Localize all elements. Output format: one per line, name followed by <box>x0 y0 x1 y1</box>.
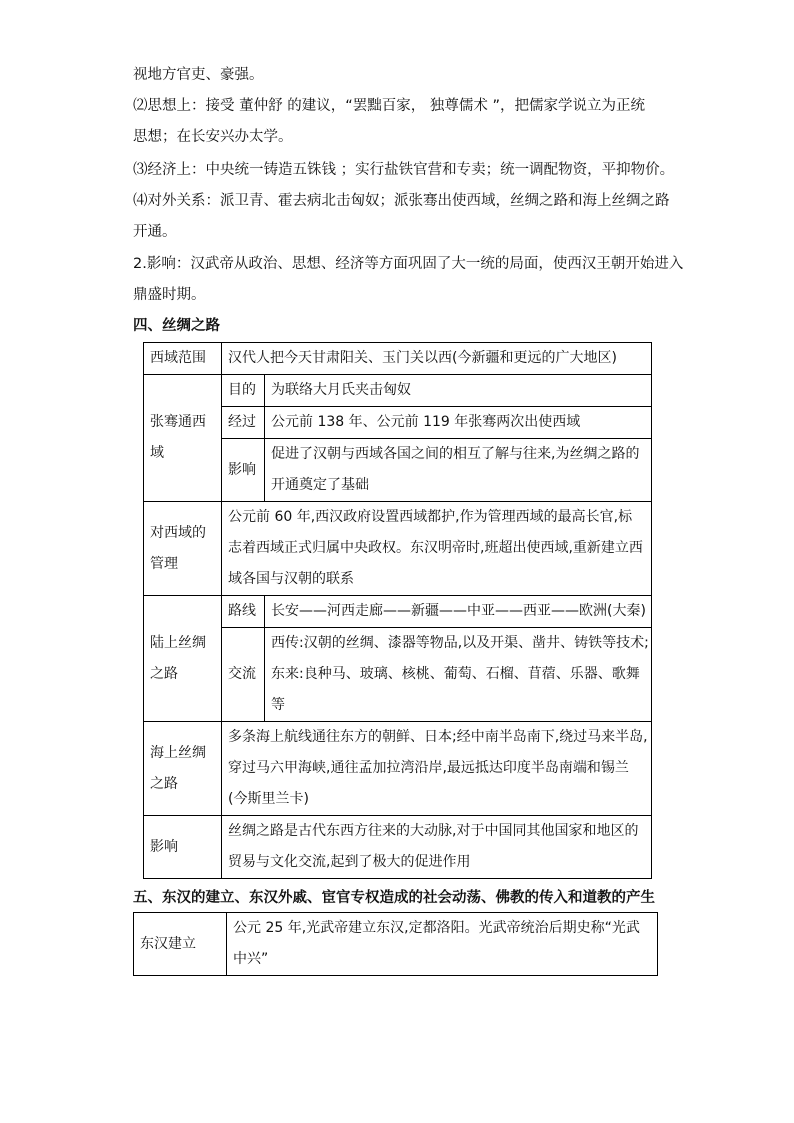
text-line: ⑵思想上：接受 董仲舒 的建议，“罢黜百家， 独尊儒术 ”，把儒家学说立为正统 <box>133 98 645 114</box>
cell-line: 域各国与汉朝的联系 <box>228 571 354 587</box>
cell-text <box>265 439 652 502</box>
sub-label: 交流 <box>222 628 265 722</box>
cell-line: 东来:良种马、玻璃、核桃、葡萄、石榴、苜蓿、乐器、歌舞 <box>271 666 640 682</box>
table-row <box>144 502 652 596</box>
cell-text <box>227 913 658 976</box>
sub-label: 目的 <box>222 375 265 407</box>
text-line: 鼎盛时期。 <box>133 287 206 303</box>
cell-text <box>222 502 652 596</box>
silk-road-table <box>143 342 652 879</box>
text-line: 开通。 <box>133 224 177 240</box>
label-line: 之路 <box>150 775 178 792</box>
label-line: 域 <box>150 445 164 461</box>
eastern-han-table <box>133 912 658 976</box>
label-line: 对西域的 <box>150 524 206 541</box>
text-line: 视地方官吏、豪强。 <box>133 67 264 83</box>
row-label: 西域范围 <box>144 343 222 375</box>
table-row <box>144 375 652 407</box>
sub-label: 影响 <box>222 439 265 502</box>
label-line: 之路 <box>150 665 178 682</box>
cell-line: (今斯里兰卡) <box>228 791 309 807</box>
cell-text <box>265 628 652 722</box>
table-row <box>144 343 652 375</box>
table-row <box>144 816 652 879</box>
cell-text: 为联络大月氏夹击匈奴 <box>265 375 652 407</box>
text-line: ⑷对外关系：派卫青、霍去病北击匈奴；派张骞出使西域，丝绸之路和海上丝绸之路 <box>133 193 670 209</box>
table-row <box>144 722 652 816</box>
row-label <box>144 722 222 816</box>
label-line: 海上丝绸 <box>150 744 206 761</box>
cell-line: 志着西域正式归属中央政权。东汉明帝时,班超出使西域,重新建立西 <box>228 540 643 556</box>
table-row <box>144 596 652 628</box>
cell-text <box>222 816 652 879</box>
cell-line: 中兴” <box>233 951 269 967</box>
cell-line: 贸易与文化交流,起到了极大的促进作用 <box>228 854 471 870</box>
row-label <box>144 502 222 596</box>
cell-text: 长安——河西走廊——新疆——中亚——西亚——欧洲(大秦) <box>265 596 652 628</box>
text-line: 思想；在长安兴办太学。 <box>133 129 293 145</box>
text-line: ⑶经济上：中央统一铸造五铢钱 ；实行盐铁官营和专卖；统一调配物资，平抑物价。 <box>133 162 675 178</box>
text-line: 2.影响：汉武帝从政治、思想、经济等方面巩固了大一统的局面，使西汉王朝开始进入 <box>133 256 684 272</box>
table-row <box>134 913 658 976</box>
cell-line: 公元 25 年,光武帝建立东汉,定都洛阳。光武帝统治后期史称“光武 <box>233 920 640 936</box>
cell-line: 多条海上航线通往东方的朝鲜、日本;经中南半岛南下,绕过马来半岛, <box>228 729 648 745</box>
label-line: 陆上丝绸 <box>150 634 206 651</box>
row-label: 影响 <box>144 816 222 879</box>
cell-line: 公元前 60 年,西汉政府设置西域都护,作为管理西域的最高长官,标 <box>228 509 633 525</box>
cell-text <box>222 722 652 816</box>
section-heading: 五、东汉的建立、东汉外戚、宦官专权造成的社会动荡、佛教的传入和道教的产生 <box>133 890 655 906</box>
cell-text: 汉代人把今天甘肃阳关、玉门关以西(今新疆和更远的广大地区) <box>222 343 652 375</box>
cell-line: 促进了汉朝与西域各国之间的相互了解与往来,为丝绸之路的 <box>271 446 640 462</box>
section-heading: 四、丝绸之路 <box>133 318 220 334</box>
row-label <box>144 596 222 722</box>
cell-line: 等 <box>271 697 285 713</box>
label-line: 张骞通西 <box>150 414 206 430</box>
cell-line: 西传:汉朝的丝绸、漆器等物品,以及开渠、凿井、铸铁等技术; <box>271 635 649 651</box>
cell-line: 开通奠定了基础 <box>271 477 369 493</box>
cell-text: 公元前 138 年、公元前 119 年张骞两次出使西域 <box>265 407 652 439</box>
sub-label: 经过 <box>222 407 265 439</box>
row-label: 东汉建立 <box>134 913 227 976</box>
cell-line: 丝绸之路是古代东西方往来的大动脉,对于中国同其他国家和地区的 <box>228 823 639 839</box>
sub-label: 路线 <box>222 596 265 628</box>
row-label <box>144 375 222 502</box>
cell-line: 穿过马六甲海峡,通往孟加拉湾沿岸,最远抵达印度半岛南端和锡兰 <box>228 760 629 776</box>
label-line: 管理 <box>150 555 178 572</box>
